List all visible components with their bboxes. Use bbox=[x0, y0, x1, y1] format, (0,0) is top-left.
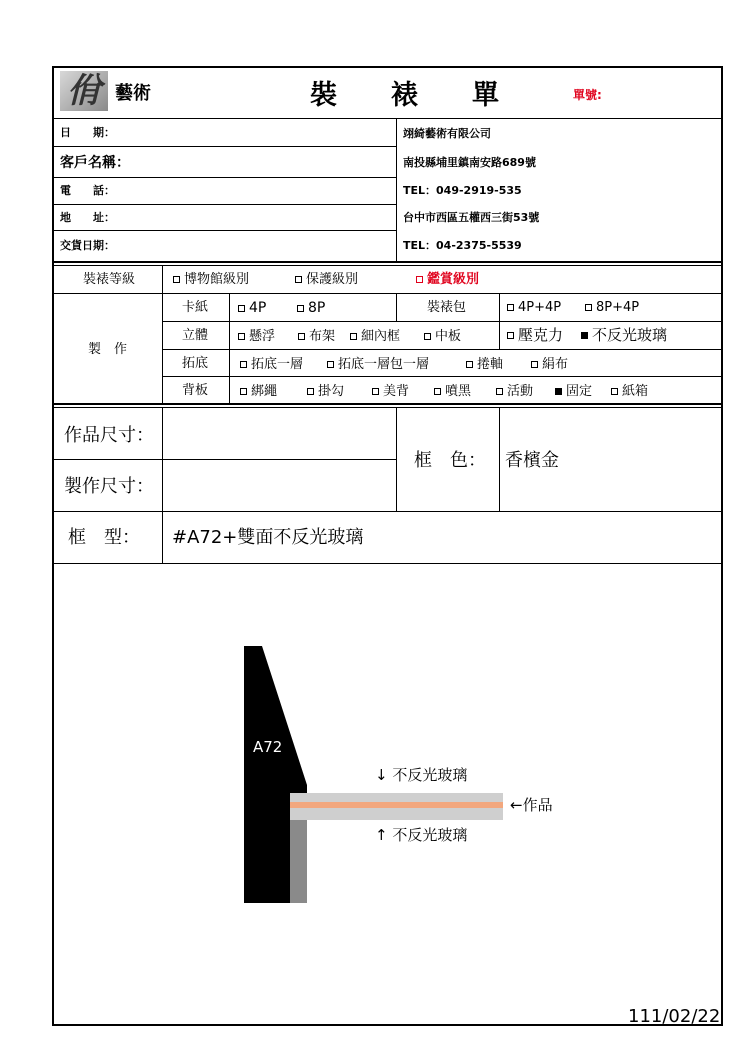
frame-inner-edge bbox=[290, 820, 307, 903]
artwork-layer bbox=[290, 802, 503, 808]
glass-layer-bottom bbox=[290, 808, 503, 820]
glass-layer-top bbox=[290, 793, 503, 802]
profile-label: A72 bbox=[253, 738, 283, 756]
frame-type-label: 框 型： bbox=[68, 527, 140, 548]
solid-option-float[interactable]: 懸浮 bbox=[238, 330, 275, 343]
grade-option-appreciation[interactable]: 鑑賞級別 bbox=[416, 273, 479, 286]
back-label: 背板 bbox=[182, 383, 209, 398]
card-label: 卡紙 bbox=[182, 300, 209, 315]
footer-date: 111/02/22 bbox=[628, 1006, 721, 1027]
glass-top-label: ↓ 不反光玻璃 bbox=[375, 766, 468, 784]
date-label: 日 期： bbox=[60, 126, 115, 139]
logo-glyph: 佾 bbox=[67, 71, 101, 111]
back-option-nice-back[interactable]: 美背 bbox=[372, 385, 409, 398]
solid-option-mid-board[interactable]: 中板 bbox=[424, 330, 461, 343]
back-option-fixed[interactable]: 固定 bbox=[555, 385, 592, 398]
pack-label: 裝裱包 bbox=[427, 300, 467, 315]
grade-option-protection[interactable]: 保護級別 bbox=[295, 273, 358, 286]
solid-option-cloth[interactable]: 布架 bbox=[298, 330, 335, 343]
solid-option-inner-frame[interactable]: 細內框 bbox=[350, 330, 400, 343]
production-label: 製 作 bbox=[88, 342, 128, 357]
company-tel-1: TEL：049-2919-535 bbox=[403, 184, 522, 197]
work-size-label: 作品尺寸： bbox=[64, 425, 154, 446]
back-option-box[interactable]: 紙箱 bbox=[611, 385, 648, 398]
pack-option-4p4p[interactable]: 4P+4P bbox=[507, 301, 561, 314]
phone-label: 電 話： bbox=[60, 184, 115, 197]
delivery-date-label: 交貨日期： bbox=[60, 239, 115, 252]
company-address-1: 南投縣埔里鎮南安路689號 bbox=[403, 156, 536, 169]
page-title: 裝 裱 單 bbox=[310, 80, 499, 111]
grade-label: 裝裱等級 bbox=[83, 272, 136, 287]
glass-option-acrylic[interactable]: 壓克力 bbox=[507, 328, 563, 343]
customer-name-label: 客戶名稱： bbox=[60, 155, 130, 171]
make-size-label: 製作尺寸： bbox=[64, 476, 154, 497]
mount-option-1[interactable]: 拓底一層 bbox=[240, 358, 303, 371]
back-option-rope[interactable]: 綁繩 bbox=[240, 385, 277, 398]
card-option-8p[interactable]: 8P bbox=[297, 301, 325, 315]
grade-option-museum[interactable]: 博物館級別 bbox=[173, 273, 249, 286]
pack-option-8p4p[interactable]: 8P+4P bbox=[585, 301, 639, 314]
glass-option-antiglare[interactable]: 不反光玻璃 bbox=[581, 328, 667, 343]
back-option-hook[interactable]: 掛勾 bbox=[307, 385, 344, 398]
frame-color-label: 框 色： bbox=[414, 450, 486, 471]
mount-option-silk[interactable]: 絹布 bbox=[531, 358, 568, 371]
card-option-4p[interactable]: 4P bbox=[238, 301, 266, 315]
company-address-2: 台中市西區五權西三街53號 bbox=[403, 211, 540, 224]
address-label: 地 址： bbox=[60, 211, 115, 224]
company-tel-2: TEL：04-2375-5539 bbox=[403, 239, 522, 252]
frame-color-value: 香檳金 bbox=[505, 450, 559, 471]
back-option-black[interactable]: 噴黑 bbox=[434, 385, 471, 398]
logo-text: 藝術 bbox=[115, 83, 151, 104]
order-number-label: 單號: bbox=[573, 88, 602, 102]
mount-option-2[interactable]: 拓底一層包一層 bbox=[327, 358, 429, 371]
mount-option-scroll[interactable]: 捲軸 bbox=[466, 358, 503, 371]
frame-type-value: #A72+雙面不反光玻璃 bbox=[172, 527, 364, 548]
glass-bottom-label: ↑ 不反光玻璃 bbox=[375, 826, 468, 844]
mount-label: 拓底 bbox=[182, 356, 209, 371]
company-name: 翊綺藝術有限公司 bbox=[403, 127, 491, 140]
artwork-label: ←作品 bbox=[510, 796, 553, 814]
back-option-movable[interactable]: 活動 bbox=[496, 385, 533, 398]
solid-label: 立體 bbox=[182, 328, 209, 343]
